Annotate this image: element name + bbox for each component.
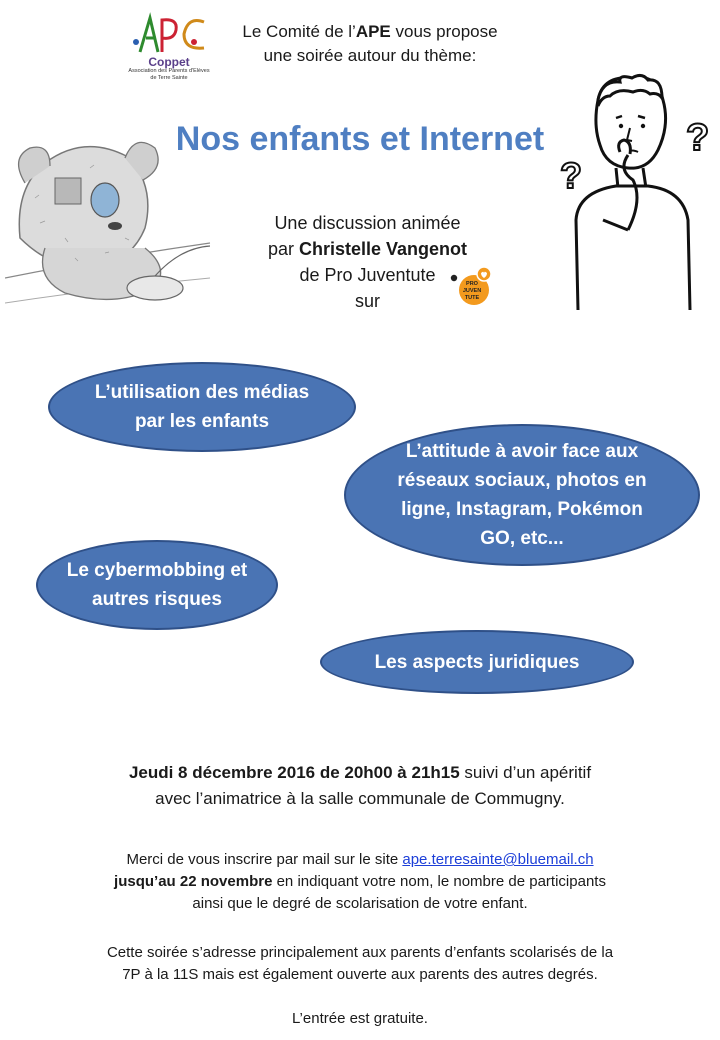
speaker-name: Christelle Vangenot [298, 239, 468, 259]
logo-text: Coppet [148, 55, 190, 69]
pj-line1: PRO [466, 281, 478, 287]
topic-legal-aspects [320, 630, 634, 694]
event-info [60, 760, 660, 812]
registration-prefix: Merci de vous inscrire par mail sur le site [126, 851, 403, 868]
intro-text [205, 20, 535, 68]
topic-line: Les aspects juridiques [374, 651, 580, 673]
registration-info [50, 849, 670, 915]
pro-juventute-logo [448, 264, 494, 310]
audience-line2: 7P à la 11S mais est également ouverte aux parents des autres degrés. [122, 966, 598, 983]
ape-logo [128, 12, 210, 92]
intro-line2: une soirée autour du thème: [263, 46, 477, 65]
discussion-line3: de Pro Juventute [299, 265, 436, 285]
pj-line2: JUVEN [462, 288, 482, 294]
page-title: Nos enfants et Internet [175, 120, 545, 158]
registration-deadline: jusqu’au 22 novembre [114, 873, 273, 890]
audience-line1: Cette soirée s’adresse principalement aux parents d’enfants scolarisés de la [106, 944, 614, 961]
free-entry: L’entrée est gratuite. [292, 1010, 428, 1027]
event-date: Jeudi 8 décembre 2016 de 20h00 à 21h15 [128, 763, 460, 782]
topic-media-use [48, 362, 356, 452]
topic-line: par les enfants [134, 411, 270, 432]
topic-line: L’attitude à avoir face aux [405, 441, 639, 462]
event-location: avec l’animatrice à la salle communale de Commugny. [155, 789, 565, 808]
thinking-man-illustration [558, 70, 720, 315]
pj-line3: TUTE [464, 295, 480, 301]
registration-line2: en indiquant votre nom, le nombre de participants [272, 873, 606, 890]
intro-line1-prefix: Le Comité de l’ [242, 22, 356, 41]
registration-line3: ainsi que le degré de scolarisation de votre enfant. [192, 895, 528, 912]
discussion-line4: sur [354, 291, 380, 311]
event-date-suffix: suivi d’un apéritif [459, 763, 592, 782]
topic-social-networks [344, 424, 700, 566]
intro-ape: APE [355, 22, 391, 41]
topic-line: autres risques [92, 589, 222, 610]
discussion-line2-prefix: par [267, 239, 299, 259]
discussion-line1: Une discussion animée [274, 213, 461, 233]
topic-line: GO, etc... [480, 528, 564, 549]
question-mark-right-icon: ? [686, 117, 710, 159]
topic-line: ligne, Instagram, Pokémon [401, 499, 643, 520]
topic-line: Le cybermobbing et [66, 560, 248, 581]
logo-subtext: Association des Parents d'Elèves de Terre Sainte [128, 68, 210, 81]
topic-line: réseaux sociaux, photos en [397, 470, 647, 491]
topic-line: L’utilisation des médias [94, 382, 310, 403]
audience-info [50, 942, 670, 986]
email-link[interactable]: ape.terresainte@bluemail.ch [402, 851, 594, 868]
intro-line1-suffix: vous propose [390, 22, 498, 41]
topic-cybermobbing [36, 540, 278, 630]
question-mark-left-icon: ? [560, 155, 582, 196]
